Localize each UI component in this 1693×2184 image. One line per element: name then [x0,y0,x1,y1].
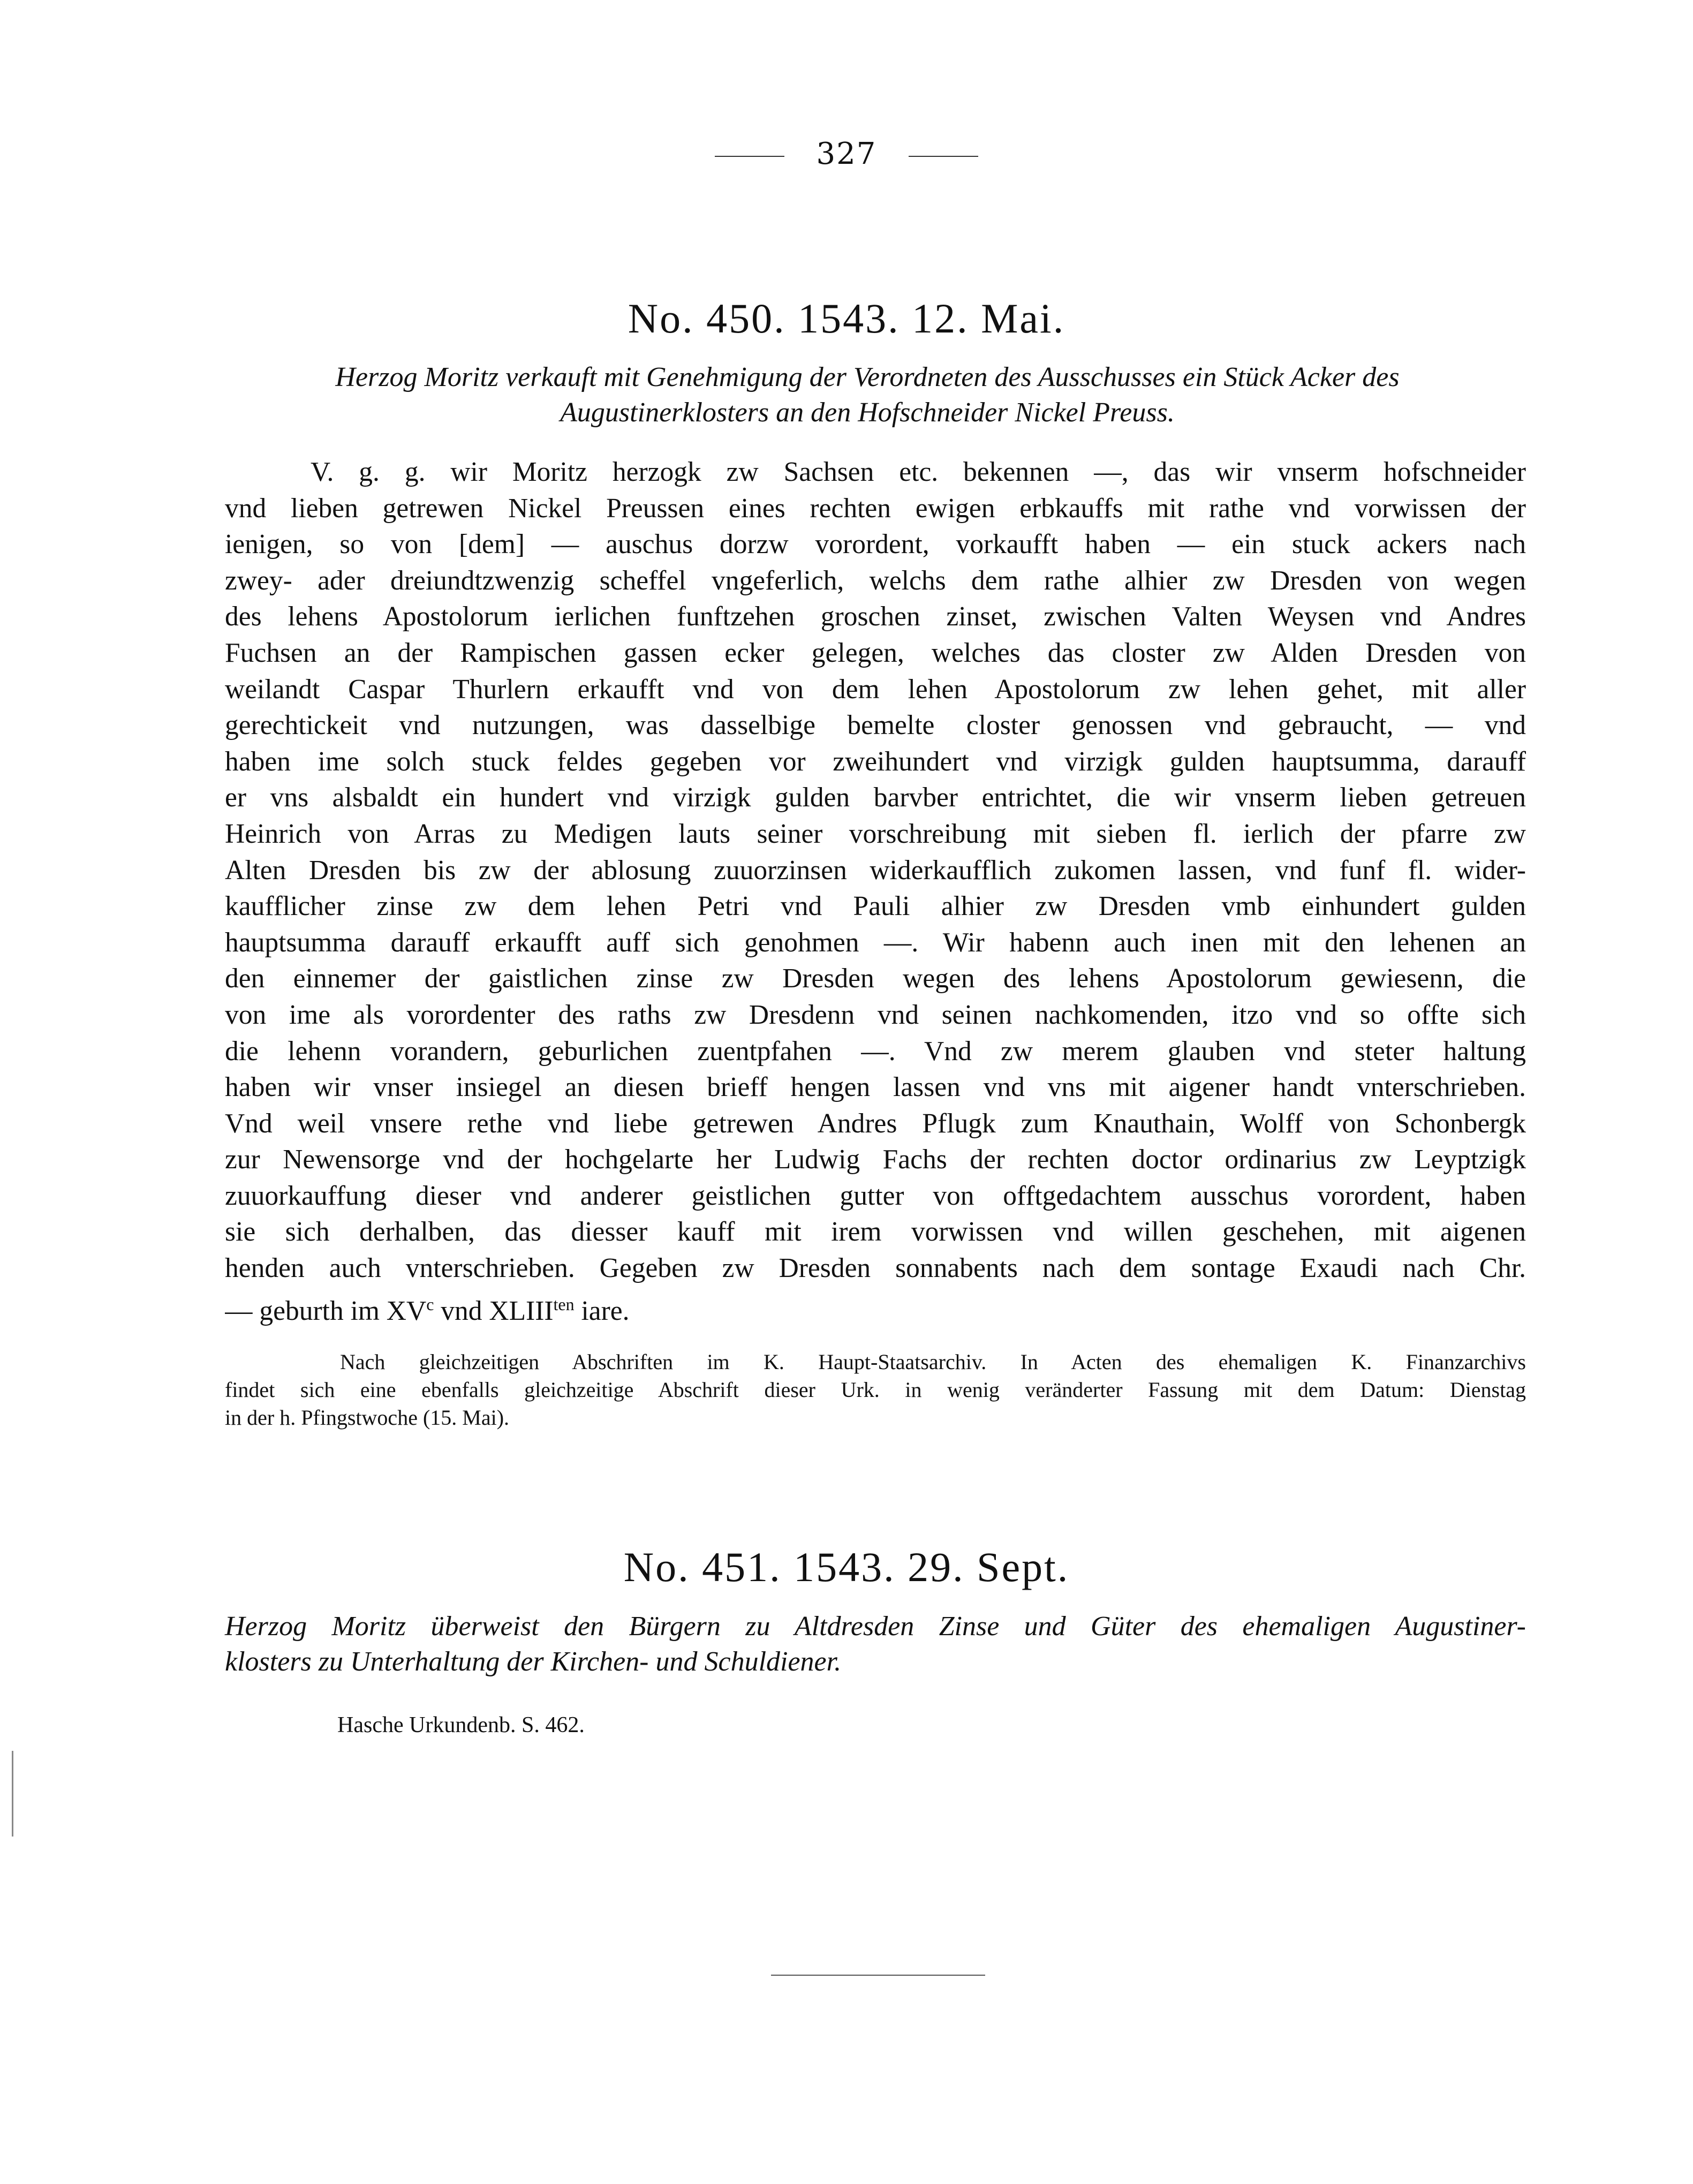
body-line: des lehens Apostolorum ierlichen funftzehen groschen zinset, zwischen Valten Weysen vnd Andres [225,601,1526,632]
body-line: sie sich derhalben, das diesser kauff mit irem vorwissen vnd willen geschehen, mit aigenen [225,1216,1526,1248]
body-line: kaufflicher zinse zw dem lehen Petri vnd Pauli alhier zw Dresden vmb einhundert gulden [225,891,1526,922]
body-line: Vnd weil vnsere rethe vnd liebe getrewen Andres Pflugk zum Knauthain, Wolff von Schonbergk [225,1108,1526,1139]
note-line: Nach gleichzeitigen Abschriften im K. Haupt-Staatsarchiv. In Acten des ehemaligen K. Finanzarchivs [340,1350,1526,1374]
body-line: hauptsumma darauff erkaufft auff sich genohmen —. Wir habenn auch inen mit den lehenen an [225,927,1526,958]
body-final-text: — geburth im XV [225,1295,427,1326]
regest-line: Herzog Moritz überweist den Bürgern zu Altdresden Zinse und Güter des ehemaligen Augustiner- [225,1611,1526,1642]
body-line: vnd lieben getrewen Nickel Preussen eines rechten ewigen erbkauffs mit rathe vnd vorwissen der [225,493,1526,524]
body-line-final [225,1287,1526,1329]
body-line: Fuchsen an der Rampischen gassen ecker gelegen, welches das closter zw Alden Dresden von [225,637,1526,668]
superscript-ten: ten [553,1294,575,1314]
page-number-dash-left [715,156,784,157]
page-number [0,137,1693,171]
scan-margin-mark [12,1751,13,1837]
body-line: haben ime solch stuck feldes gegeben vor zweihundert vnd virzigk gulden hauptsumma, darauff [225,746,1526,777]
note-line: findet sich eine ebenfalls gleichzeitige Abschrift dieser Urk. in wenig veränderter Fassung mit dem Datum: Dienstag [225,1378,1526,1402]
body-line: henden auch vnterschrieben. Gegeben zw Dresden sonnabents nach dem sontage Exaudi nach Chr. [225,1253,1526,1284]
body-line: zwey- ader dreiundtzwenzig scheffel vngeferlich, welchs dem rathe alhier zw Dresden von wegen [225,565,1526,596]
body-line: Heinrich von Arras zu Medigen lauts seiner vorschreibung mit sieben fl. ierlich der pfarre zw [225,818,1526,849]
document-450-body [225,454,1526,1329]
document-451-heading: No. 451. 1543. 29. Sept. [623,1544,1070,1590]
document-450-source-note [225,1348,1526,1432]
body-line: von ime als vorordenter des raths zw Dresdenn vnd seinen nachkomenden, itzo vnd so offte sich [225,999,1526,1030]
body-line: ienigen, so von [dem] — auschus dorzw vorordent, vorkaufft haben — ein stuck ackers nach [225,529,1526,560]
body-line: zuuorkauffung dieser vnd anderer geistlichen gutter von offtgedachtem ausschus vorordent, haben [225,1180,1526,1211]
body-line: gerechtickeit vnd nutzungen, was dasselbige bemelte closter genossen vnd gebraucht, — vnd [225,710,1526,741]
body-line: den einnemer der gaistlichen zinse zw Dresden wegen des lehens Apostolorum gewiesenn, die [225,963,1526,994]
body-line: Alten Dresden bis zw der ablosung zuuorzinsen widerkaufflich zukomen lassen, vnd funf fl. wider- [225,855,1526,886]
page-number-value: 327 [816,137,877,171]
body-line: zur Newensorge vnd der hochgelarte her Ludwig Fachs der rechten doctor ordinarius zw Leyptzigk [225,1144,1526,1175]
body-line: die lehenn vorandern, geburlichen zuentpfahen —. Vnd zw merem glauben vnd steter haltung [225,1036,1526,1067]
body-final-end: iare. [574,1295,630,1326]
document-451-citation: Hasche Urkundenb. S. 462. [337,1713,585,1737]
regest-line: Herzog Moritz verkauft mit Genehmigung der Verordneten des Ausschusses ein Stück Acker des [335,362,1400,392]
body-line: weilandt Caspar Thurlern erkaufft vnd von dem lehen Apostolorum zw lehen gehet, mit aller [225,674,1526,705]
document-450-regest [203,360,1531,430]
end-rule [771,1975,985,1976]
body-line: er vns alsbaldt ein hundert vnd virzigk gulden barvber entrichtet, die wir vnserm lieben getreuen [225,782,1526,813]
document-451-regest [225,1609,1526,1680]
body-line: haben wir vnser insiegel an diesen brieff hengen lassen vnd vns mit aigener handt vnterschrieben. [225,1072,1526,1103]
note-line: in der h. Pfingstwoche (15. Mai). [225,1405,510,1430]
regest-line: Augustinerklosters an den Hofschneider Nickel Preuss. [560,397,1175,428]
body-final-mid: vnd XLIII [434,1295,554,1326]
body-line: V. g. g. wir Moritz herzogk zw Sachsen etc. bekennen —, das wir vnserm hofschneider [311,457,1526,487]
document-450-heading: No. 450. 1543. 12. Mai. [628,295,1065,342]
page-number-dash-right [909,156,978,157]
superscript-c: c [426,1294,434,1314]
regest-line: klosters zu Unterhaltung der Kirchen- und Schuldiener. [225,1646,842,1677]
